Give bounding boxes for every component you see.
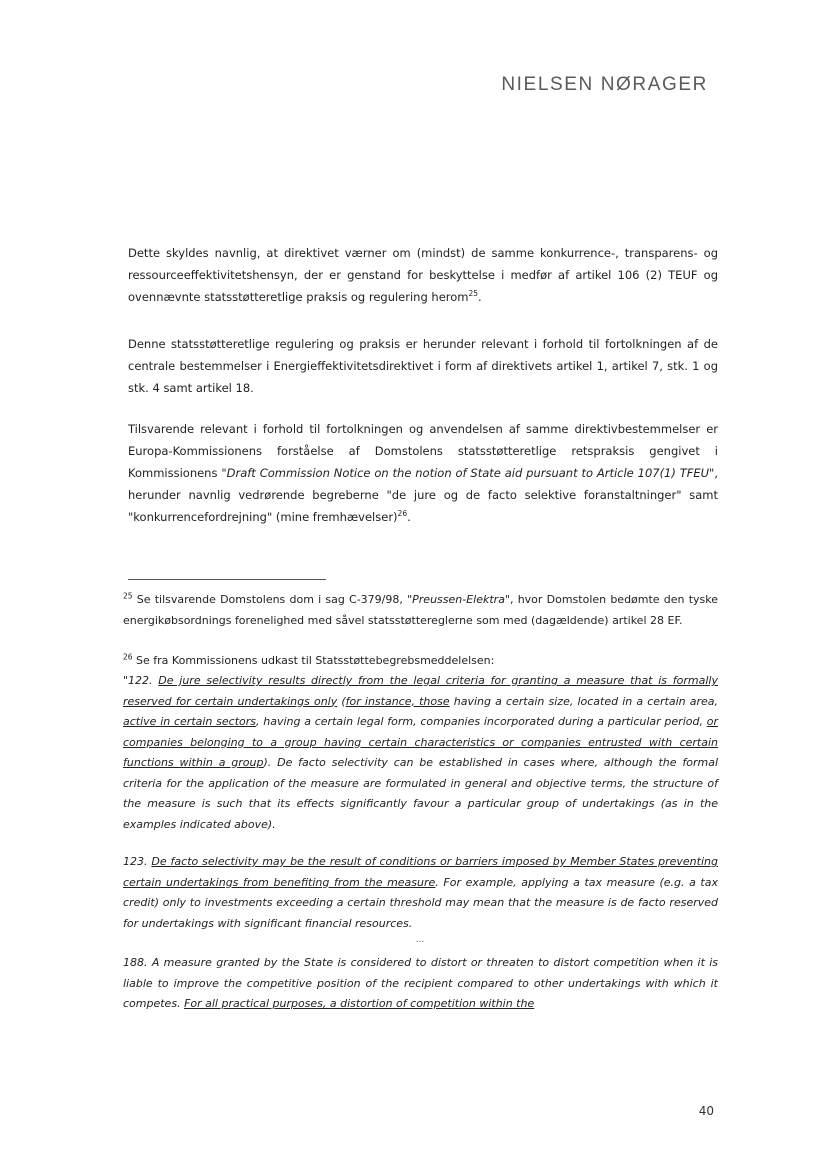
footnote-26-text: Se fra Kommissionens udkast til Statsstøttebegrebsmeddelelsen: — [132, 654, 495, 667]
footnote-26 — [123, 651, 718, 672]
quote-paragraph-188 — [123, 953, 718, 1015]
paragraph-1 — [128, 242, 718, 308]
quote-122-text-1: ( — [337, 694, 346, 708]
quote-123-underline-1: De facto selectivity may be the result of conditions or barriers imposed by Member States preventing certain undertakings from benefiting from the measure — [123, 855, 718, 889]
footnote-25-lead: Se tilsvarende Domstolens dom i sag C-379/98, — [132, 593, 408, 606]
footnote-ref-25[interactable]: 25 — [468, 289, 479, 299]
footnote-separator — [128, 579, 326, 580]
quote-122-text-3: , having a certain legal form, companies incorporated during a particular period, — [256, 715, 707, 728]
quote-paragraph-122 — [123, 671, 718, 835]
paragraph-2: Denne statsstøtteretlige regulering og praksis er herunder relevant i forhold til fortolkningen af de centrale bestemmelser i Energieffektivitetsdirektivet i form af direktivets artikel 1, artikel 7, stk. 1 og stk. 4 samt artikel 18. — [128, 337, 718, 395]
footnote-26-number: 26 — [123, 652, 133, 662]
quote-122-underline-3: active in certain sectors — [123, 715, 256, 728]
footnote-25-case-name: "Preussen-Elektra" — [407, 593, 510, 606]
page-number: 40 — [698, 1104, 714, 1118]
quote-122-underline-4: or companies belonging to a group having certain characteristics or companies entrusted with certain functions within a group — [123, 715, 718, 769]
paragraph-3 — [128, 418, 718, 528]
footnote-25 — [123, 590, 718, 631]
company-logo: NIELSEN NØRAGER — [501, 74, 708, 95]
footnote-ref-26[interactable]: 26 — [397, 509, 408, 519]
footnote-25-number: 25 — [123, 591, 133, 601]
paragraph-3-rest: , herunder navnlig vedrørende begreberne "de jure og de facto selektive foranstaltninger" samt "konkurrencefordrejning" (mine fremhævelser) — [128, 466, 718, 524]
paragraph-1-text: Dette skyldes navnlig, at direktivet værner om (mindst) de samme konkurrence-, transparens- og ressourceeffektivitetshensyn, der er genstand for beskyttelse i medfør af artikel 106 (2) TEUF og ovennævnte statsstøtteretlige praksis og regulering herom — [128, 246, 718, 304]
paragraph-3-end: . — [407, 510, 411, 524]
quote-paragraph-123 — [123, 852, 718, 934]
quote-omission-ellipsis: ... — [415, 935, 425, 945]
quote-122-text-2: having a certain size, located in a certain area, — [449, 694, 719, 708]
quote-123-prefix: 123. — [123, 855, 152, 868]
quote-122-underline-2: for instance, those — [345, 694, 450, 708]
paragraph-1-end: . — [478, 290, 482, 304]
paragraph-3-notice-title: "Draft Commission Notice on the notion of State aid pursuant to Article 107(1) TFEU" — [221, 466, 715, 480]
quote-122-text-4: ). De facto selectivity can be established in cases where, although the formal criteria for the application of the measure are formulated in general and objective terms, the structure of the measure is such that its effects significantly favour a particular group of undertakings (as in the examples indicated above). — [123, 756, 719, 831]
quote-188-underline-1: For all practical purposes, a distortion of competition within the — [184, 997, 535, 1010]
quote-188-text-1: 188. A measure granted by the State is considered to distort or threaten to distort competition when it is liable to improve the competitive position of the recipient compared to other undertakings with which it competes. — [123, 956, 718, 1010]
quote-123-text-1: . For example, applying a tax measure (e.g. a tax credit) only to investments exceeding a certain threshold may mean that the measure is de facto reserved for undertakings with significant financial resources. — [123, 875, 718, 930]
footnote-25-rest: , hvor Domstolen bedømte den tyske energikøbsordnings forenelighed med såvel statsstøttereglerne som med (dagældende) artikel 28 EF. — [123, 593, 718, 627]
quote-122-prefix: "122. — [123, 674, 159, 687]
paragraph-3-intro: Tilsvarende relevant i forhold til fortolkningen og anvendelsen af samme direktivbestemmelser er Europa-Kommissionens forståelse af Domstolens statsstøtteretlige retspraksis gengivet i Kommissionens — [128, 422, 718, 480]
quote-122-underline-1: De jure selectivity results directly from the legal criteria for granting a measure that is formally reserved for certain undertakings only — [123, 674, 718, 708]
